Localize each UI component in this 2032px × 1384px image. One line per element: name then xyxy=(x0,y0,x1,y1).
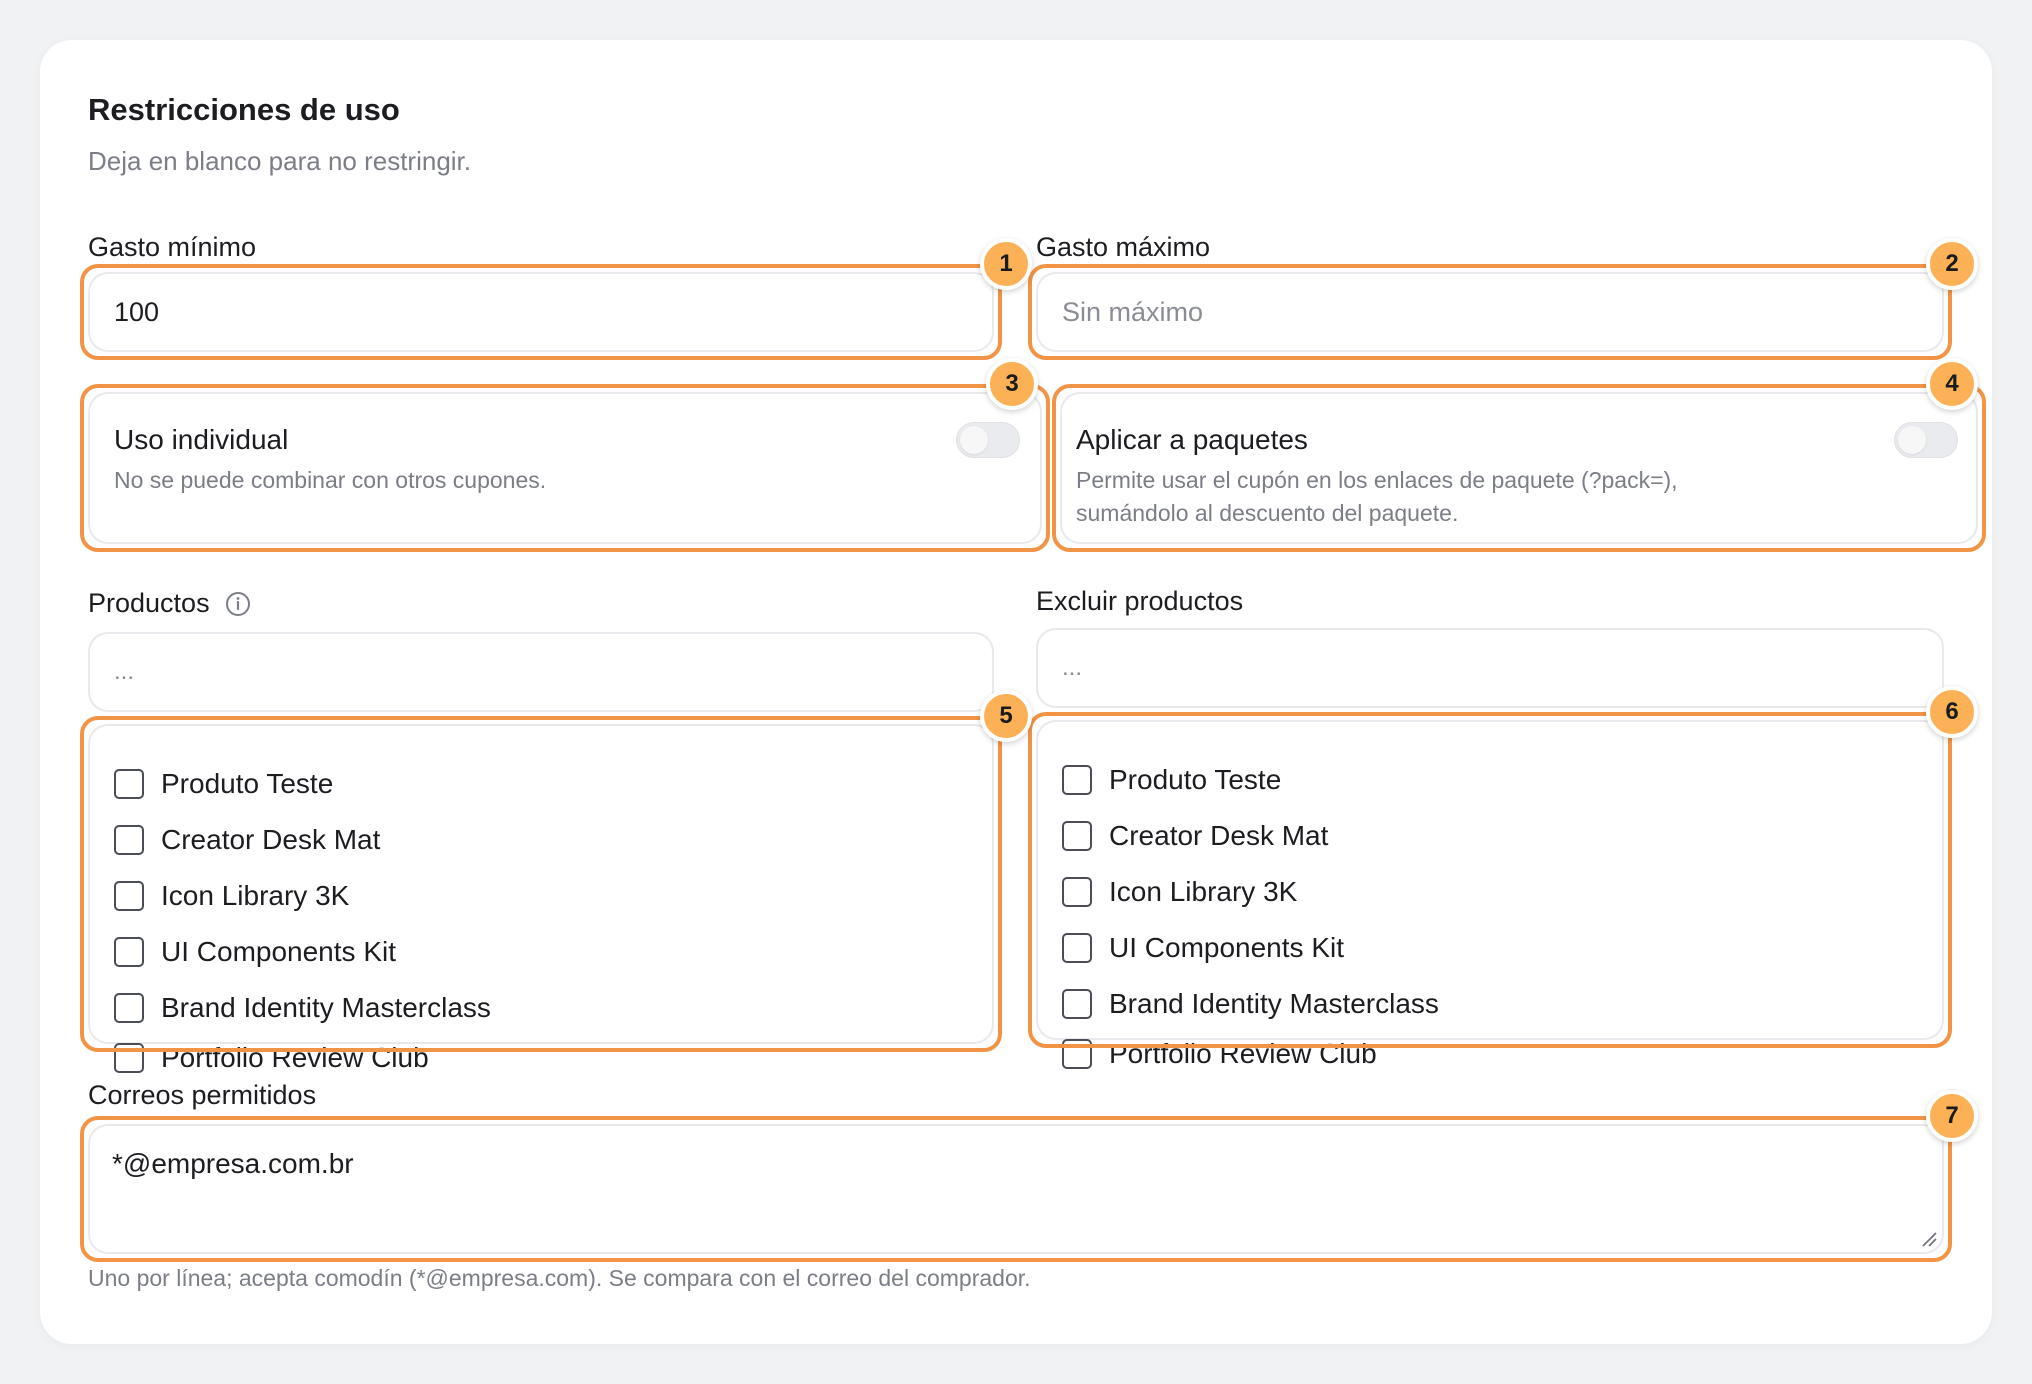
individual-use-title: Uso individual xyxy=(114,424,289,455)
products-search-input[interactable] xyxy=(88,632,994,712)
list-item-label: Icon Library 3K xyxy=(161,880,350,911)
apply-packages-toggle[interactable] xyxy=(1894,422,1958,458)
list-item-label: Creator Desk Mat xyxy=(1109,820,1329,851)
checkbox-icon[interactable] xyxy=(1062,989,1092,1019)
min-spend-value: 100 xyxy=(114,296,160,327)
marker-badge-3: 3 xyxy=(986,358,1038,410)
list-item-label: UI Components Kit xyxy=(161,936,396,967)
products-label-row xyxy=(88,588,252,619)
exclude-products-search-placeholder: ... xyxy=(1062,654,1083,681)
list-item-label: Produto Teste xyxy=(1109,764,1282,795)
list-item-label: Portfolio Review Club xyxy=(161,1042,429,1073)
checkbox-icon[interactable] xyxy=(114,769,144,799)
marker-badge-2: 2 xyxy=(1926,238,1978,290)
apply-packages-title: Aplicar a paquetes xyxy=(1076,424,1308,455)
min-spend-label: Gasto mínimo xyxy=(88,232,257,262)
products-label: Productos xyxy=(88,588,210,618)
checkbox-icon[interactable] xyxy=(1062,765,1092,795)
checkbox-icon[interactable] xyxy=(1062,821,1092,851)
toggle-knob xyxy=(1898,426,1926,454)
checkbox-icon[interactable] xyxy=(114,937,144,967)
allowed-emails-label: Correos permitidos xyxy=(88,1080,317,1110)
list-item[interactable] xyxy=(114,876,349,916)
apply-packages-description-line1: Permite usar el cupón en los enlaces de paquete (?pack=), xyxy=(1076,467,1678,493)
toggle-knob xyxy=(960,426,988,454)
list-item[interactable] xyxy=(1062,984,1439,1024)
list-item-label: Brand Identity Masterclass xyxy=(161,992,491,1023)
allowed-emails-hint: Uno por línea; acepta comodín (*@empresa.com). Se compara con el correo del comprador. xyxy=(88,1265,1031,1291)
products-list[interactable] xyxy=(88,724,994,1073)
checkbox-icon[interactable] xyxy=(1062,877,1092,907)
list-item-label: Brand Identity Masterclass xyxy=(1109,988,1439,1019)
list-item[interactable] xyxy=(114,1038,429,1078)
checkbox-icon[interactable] xyxy=(1062,1039,1092,1069)
marker-badge-5: 5 xyxy=(980,690,1032,742)
apply-packages-card xyxy=(1060,392,1978,544)
list-item[interactable] xyxy=(1062,816,1328,856)
list-item[interactable] xyxy=(1062,760,1281,800)
checkbox-icon[interactable] xyxy=(114,1043,144,1073)
section-title: Restricciones de uso xyxy=(88,92,400,127)
apply-packages-description-line2: sumándolo al descuento del paquete. xyxy=(1076,500,1459,526)
exclude-products-list[interactable] xyxy=(1036,720,1944,1069)
products-search-placeholder: ... xyxy=(114,658,135,685)
checkbox-icon[interactable] xyxy=(1062,933,1092,963)
min-spend-input[interactable] xyxy=(88,272,994,352)
individual-use-description: No se puede combinar con otros cupones. xyxy=(114,467,547,493)
list-item-label: Icon Library 3K xyxy=(1109,876,1298,907)
list-item[interactable] xyxy=(114,988,491,1028)
max-spend-input[interactable] xyxy=(1036,272,1944,352)
max-spend-placeholder: Sin máximo xyxy=(1062,296,1204,327)
list-item[interactable] xyxy=(114,764,333,804)
list-item-label: UI Components Kit xyxy=(1109,932,1344,963)
list-item-label: Creator Desk Mat xyxy=(161,824,381,855)
exclude-products-label: Excluir productos xyxy=(1036,586,1244,616)
exclude-products-search-input[interactable] xyxy=(1036,628,1944,708)
checkbox-icon[interactable] xyxy=(114,881,144,911)
marker-badge-7: 7 xyxy=(1926,1090,1978,1142)
checkbox-icon[interactable] xyxy=(114,825,144,855)
resize-handle-icon[interactable] xyxy=(1920,1230,1938,1248)
individual-use-toggle[interactable] xyxy=(956,422,1020,458)
checkbox-icon[interactable] xyxy=(114,993,144,1023)
section-subtitle: Deja en blanco para no restringir. xyxy=(88,146,472,176)
marker-badge-4: 4 xyxy=(1926,358,1978,410)
usage-restrictions-card xyxy=(40,40,1992,1344)
marker-badge-1: 1 xyxy=(980,238,1032,290)
list-item[interactable] xyxy=(1062,928,1344,968)
allowed-emails-textarea[interactable] xyxy=(88,1124,1944,1254)
max-spend-label: Gasto máximo xyxy=(1036,232,1211,262)
allowed-emails-value: *@empresa.com.br xyxy=(112,1148,354,1179)
list-item[interactable] xyxy=(1062,1034,1377,1074)
list-item[interactable] xyxy=(114,820,380,860)
info-icon[interactable] xyxy=(224,590,252,618)
list-item[interactable] xyxy=(1062,872,1297,912)
list-item[interactable] xyxy=(114,932,396,972)
list-item-label: Produto Teste xyxy=(161,768,334,799)
list-item-label: Portfolio Review Club xyxy=(1109,1038,1377,1069)
marker-badge-6: 6 xyxy=(1926,686,1978,738)
individual-use-card xyxy=(88,392,1042,544)
